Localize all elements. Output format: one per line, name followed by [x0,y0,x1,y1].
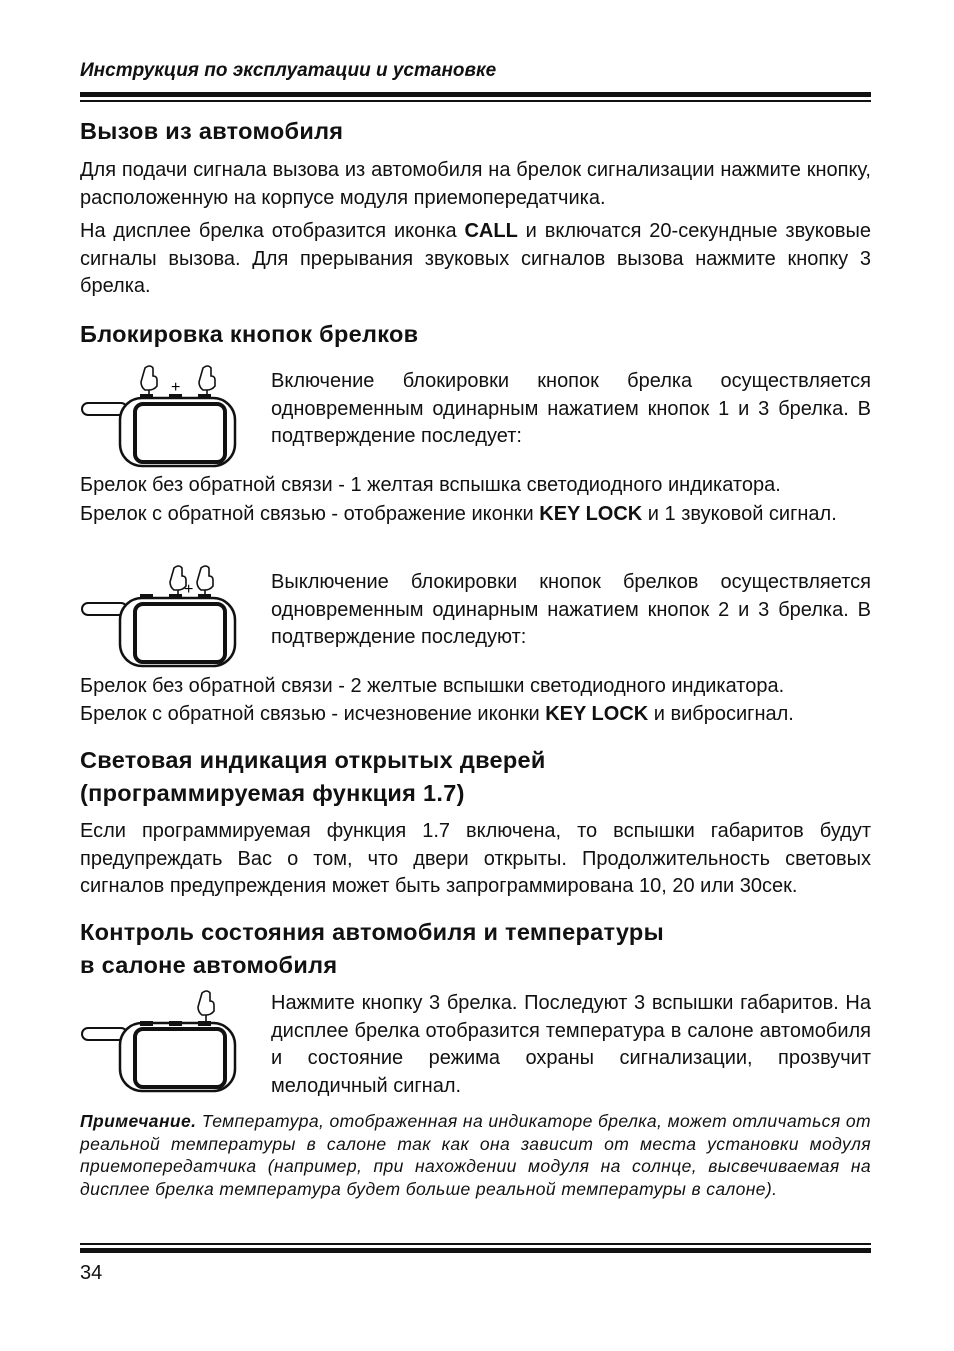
pressing-finger-icon [141,366,157,394]
lock-off-line2-a: Брелок с обратной связью - исчезновение иконки [80,703,546,725]
note-paragraph [80,1110,871,1200]
key-fob-icon [80,560,240,670]
note-text: Температура, отображенная на индикаторе брелка, может отличаться от реальной температуры в салоне так как она зависит от места установки модуля приемопередатчика (например, при нахождении модуля на солнце, высвечиваемая на дисплее брелка температура будет больше реальной температуры в салоне). [80,1111,871,1199]
doors-paragraph: Если программируемая функция 1.7 включена, то вспышки габаритов будут предупреждать Вас о том, что двери открыты. Продолжительность световых сигналов предупреждения может быть запрограммирована 10, 20 или 30сек. [80,820,871,897]
section-title-status-2: в салоне автомобиля [80,952,338,978]
pressing-finger-icon [197,566,213,594]
plus-sign: + [184,581,194,598]
pressing-finger-icon [199,366,215,394]
lock-on-line2-a: Брелок с обратной связью - отображение иконки [80,503,540,525]
footer-rule-thin [80,1243,871,1245]
key-fob-icon [80,360,240,470]
footer-rule-thick [80,1248,871,1253]
header-rule-thin [80,100,871,102]
section-title-call: Вызов из автомобиля [80,118,344,144]
header-rule-thick [80,92,871,97]
call-p2-text-a: На дисплее брелка отобразится иконка [80,220,465,242]
call-paragraph-2 [80,218,871,301]
running-header: Инструкция по эксплуатации и установке [80,60,497,81]
lock-off-text: Выключение блокировки кнопок брелков осуществляется одновременным одинарным нажатием кнопок 2 и 3 брелка. В подтверждение последуют: [271,571,871,648]
page-number: 34 [80,1262,103,1284]
plus-sign: + [171,379,181,396]
key-lock-label: KEY LOCK [539,503,643,525]
note-label: Примечание. [80,1111,197,1131]
pressing-finger-icon [198,991,214,1021]
lock-off-line2-b: и вибросигнал. [648,703,794,725]
lock-off-line-1: Брелок без обратной связи - 2 желтые вспышки светодиодного индикатора. [80,675,785,697]
call-icon-name: CALL [464,220,518,242]
section-title-status-1: Контроль состояния автомобиля и температуры [80,919,664,945]
call-paragraph-1: Для подачи сигнала вызова из автомобиля на брелок сигнализации нажмите кнопку, расположенную на корпусе модуля приемопередатчика. [80,159,871,209]
lock-on-text: Включение блокировки кнопок брелка осуществляется одновременным одинарным нажатием кнопок 1 и 3 брелка. В подтверждение последует: [271,370,871,447]
call-p2-text-b: и включатся 20-секундные звуковые сигналы вызова. Для прерывания звуковых сигналов вызова нажмите кнопку 3 брелка. [80,220,871,297]
section-title-lock: Блокировка кнопок брелков [80,321,419,347]
lock-on-line2-b: и 1 звуковой сигнал. [642,503,837,525]
lock-off-line-2 [80,701,871,729]
lock-on-line-1: Брелок без обратной связи - 1 желтая вспышка светодиодного индикатора. [80,474,781,496]
section-title-doors-2: (программируемая функция 1.7) [80,780,465,806]
key-lock-label: KEY LOCK [545,703,649,725]
key-fob-icon [80,985,240,1095]
section-title-doors-1: Световая индикация открытых дверей [80,747,546,773]
status-text: Нажмите кнопку 3 брелка. Последуют 3 вспышки габаритов. На дисплее брелка отобразится температура в салоне автомобиля и состояние режима охраны сигнализации, прозвучит мелодичный сигнал. [271,992,871,1097]
lock-on-line-2 [80,501,871,529]
